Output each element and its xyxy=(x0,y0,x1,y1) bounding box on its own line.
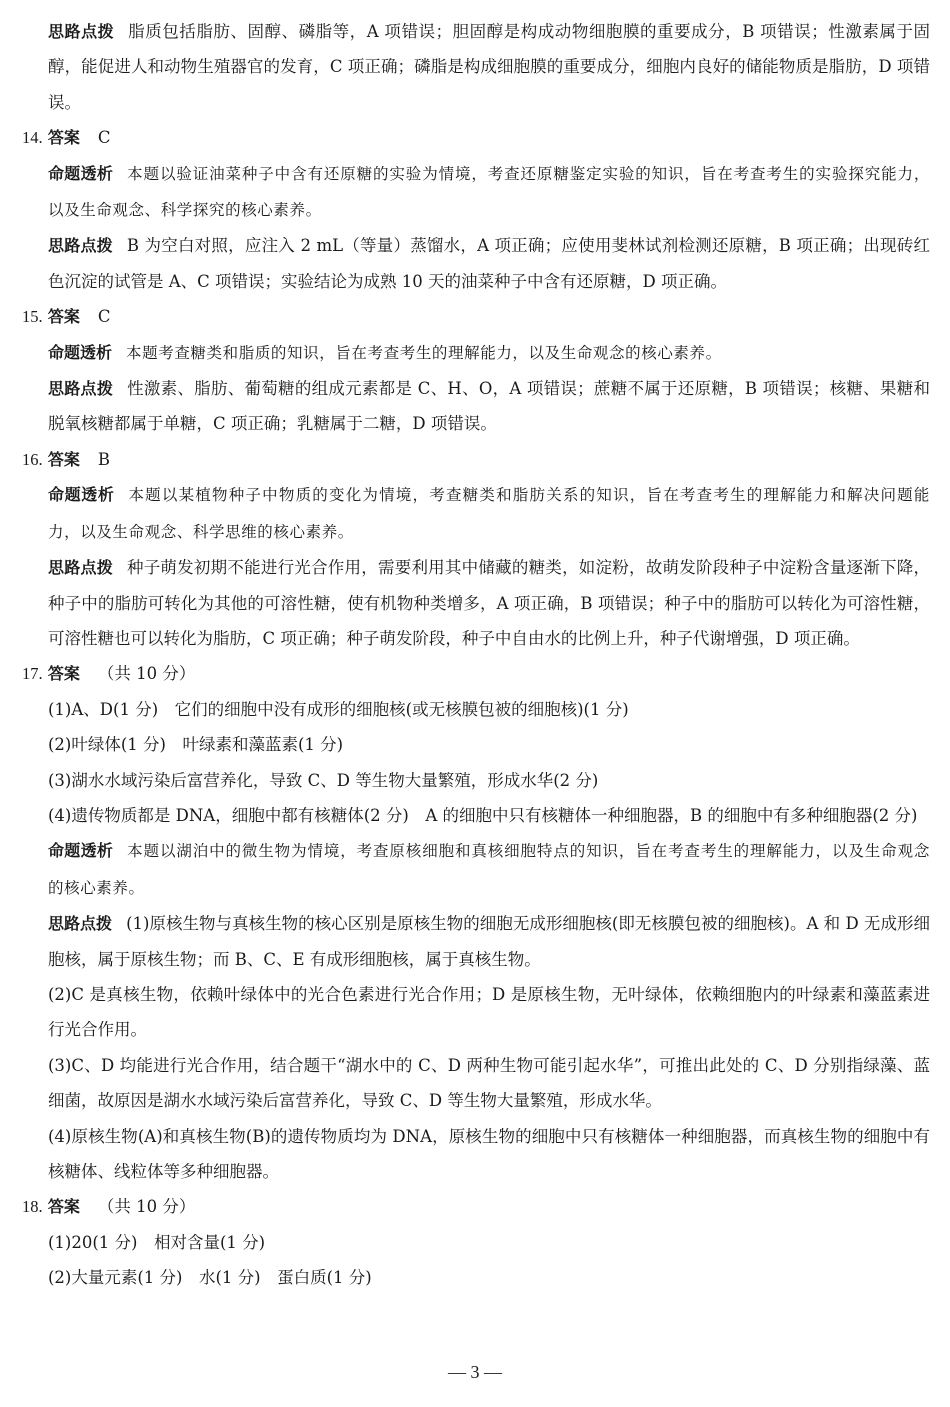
q15-explanation xyxy=(22,371,930,442)
q17-answer: （共 10 分） xyxy=(97,664,196,684)
q14-explanation xyxy=(22,228,930,299)
mingti-label: 命题透析 xyxy=(48,485,115,505)
q17-explanation-3: (3)C、D 均能进行光合作用，结合题干“湖水中的 C、D 两种生物可能引起水华”，可推出此处的 C、D 分别指绿藻、蓝细菌，故原因是湖水水域污染后富营养化，导致 C、D 等生物大量繁殖，形成水华。 xyxy=(48,1055,930,1111)
q17-header xyxy=(22,656,930,691)
silu-label: 思路点拨 xyxy=(48,558,113,578)
q14-number: 14. xyxy=(22,128,43,148)
page-content xyxy=(22,14,930,1296)
q16-explanation-text: 种子萌发初期不能进行光合作用，需要利用其中储藏的糖类，如淀粉，故萌发阶段种子中淀粉含量逐渐下降，种子中的脂肪可转化为其他的可溶性糖，使有机物种类增多，A 项正确，B 项错误；种子中的脂肪可以转化为可溶性糖，可溶性糖也可以转化为脂肪，C 项正确；种子萌发阶段，种子中自由水的比例上升，种子代谢增强，D 项正确。 xyxy=(48,558,930,648)
q16-header xyxy=(22,442,930,477)
q17-intent-text: 本题以湖泊中的微生物为情境，考查原核细胞和真核细胞特点的知识，旨在考查考生的理解能力，以及生命观念的核心素养。 xyxy=(48,842,930,897)
q17-answer-4: (4)遗传物质都是 DNA，细胞中都有核糖体(2 分) A 的细胞中只有核糖体一种细胞器，B 的细胞中有多种细胞器(2 分) xyxy=(48,805,918,825)
q17-explanation-2: (2)C 是真核生物，依赖叶绿体中的光合色素进行光合作用；D 是原核生物，无叶绿体，依赖细胞内的叶绿素和藻蓝素进行光合作用。 xyxy=(48,984,930,1040)
q15-explanation-text: 性激素、脂肪、葡萄糖的组成元素都是 C、H、O，A 项错误；蔗糖不属于还原糖，B 项错误；核糖、果糖和脱氧核糖都属于单糖，C 项正确；乳糖属于二糖，D 项错误。 xyxy=(48,379,930,434)
q17-intent xyxy=(22,833,930,906)
q17-explanation-4: (4)原核生物(A)和真核生物(B)的遗传物质均为 DNA，原核生物的细胞中只有核糖体一种细胞器，而真核生物的细胞中有核糖体、线粒体等多种细胞器。 xyxy=(48,1126,930,1181)
q17-answer-2: (2)叶绿体(1 分) 叶绿素和藻蓝素(1 分) xyxy=(48,735,344,755)
q16-intent xyxy=(22,477,930,550)
mingti-label: 命题透析 xyxy=(48,841,114,861)
q16-number: 16. xyxy=(22,449,43,469)
q17-explanation-text: (1)原核生物与真核生物的核心区别是原核生物的细胞无成形细胞核(即无核膜包被的细胞核)。A 和 D 无成形细胞核，属于原核生物；而 B、C、E 有成形细胞核，属于真核生物。 xyxy=(48,914,930,969)
silu-label: 思路点拨 xyxy=(48,379,114,399)
q18-answer-2: (2)大量元素(1 分) 水(1 分) 蛋白质(1 分) xyxy=(48,1268,372,1288)
q15-intent xyxy=(22,335,930,371)
q14-intent-text: 本题以验证油菜种子中含有还原糖的实验为情境，考查还原糖鉴定实验的知识，旨在考查考生的实验探究能力，以及生命观念、科学探究的核心素养。 xyxy=(48,164,930,220)
q17-explanation xyxy=(22,906,930,977)
q15-intent-text: 本题考查糖类和脂质的知识，旨在考查考生的理解能力，以及生命观念的核心素养。 xyxy=(126,343,722,362)
q14-answer: C xyxy=(97,128,111,148)
q17-number: 17. xyxy=(22,664,43,684)
silu-label: 思路点拨 xyxy=(48,22,115,41)
mingti-label: 命题透析 xyxy=(48,163,114,183)
q18-header xyxy=(22,1189,930,1224)
q15-number: 15. xyxy=(22,307,43,327)
q14-explanation-text: B 为空白对照，应注入 2 mL（等量）蒸馏水，A 项正确；应使用斐林试剂检测还原糖，B 项正确；出现砖红色沉淀的试管是 A、C 项错误；实验结论为成熟 10 天的油菜种子中含有还原糖，D 项正确。 xyxy=(48,236,930,291)
answer-label: 答案 xyxy=(47,1197,80,1217)
page-number: — 3 — xyxy=(448,1362,502,1382)
q15-header xyxy=(22,299,930,334)
q17-answer-1: (1)A、D(1 分) 它们的细胞中没有成形的细胞核(或无核膜包被的细胞核)(1 分) xyxy=(48,699,629,719)
q13-explanation xyxy=(22,14,930,120)
silu-label: 思路点拨 xyxy=(48,236,113,256)
answer-label: 答案 xyxy=(47,449,80,469)
q17-answer-3: (3)湖水水域污染后富营养化，导致 C、D 等生物大量繁殖，形成水华(2 分) xyxy=(48,770,599,790)
mingti-label: 命题透析 xyxy=(48,342,113,362)
q14-intent xyxy=(22,156,930,229)
q14-header xyxy=(22,120,930,155)
silu-label: 思路点拨 xyxy=(48,914,113,934)
q16-explanation xyxy=(22,550,930,656)
answer-label: 答案 xyxy=(47,128,80,148)
q15-answer: C xyxy=(97,307,111,327)
q16-answer: B xyxy=(97,449,111,469)
q18-answer-1: (1)20(1 分) 相对含量(1 分) xyxy=(48,1232,266,1252)
q13-explanation-text: 脂质包括脂肪、固醇、磷脂等，A 项错误；胆固醇是构成动物细胞膜的重要成分，B 项错误；性激素属于固醇，能促进人和动物生殖器官的发育，C 项正确；磷脂是构成细胞膜的重要成分，细胞内良好的储能物质是脂肪，D 项错误。 xyxy=(48,22,930,112)
q16-intent-text: 本题以某植物种子中物质的变化为情境，考查糖类和脂肪关系的知识，旨在考查考生的理解能力和解决问题能力，以及生命观念、科学思维的核心素养。 xyxy=(48,486,930,541)
answer-label: 答案 xyxy=(47,307,80,327)
q18-number: 18. xyxy=(22,1197,43,1217)
answer-label: 答案 xyxy=(47,664,80,684)
q18-answer: （共 10 分） xyxy=(97,1197,196,1217)
